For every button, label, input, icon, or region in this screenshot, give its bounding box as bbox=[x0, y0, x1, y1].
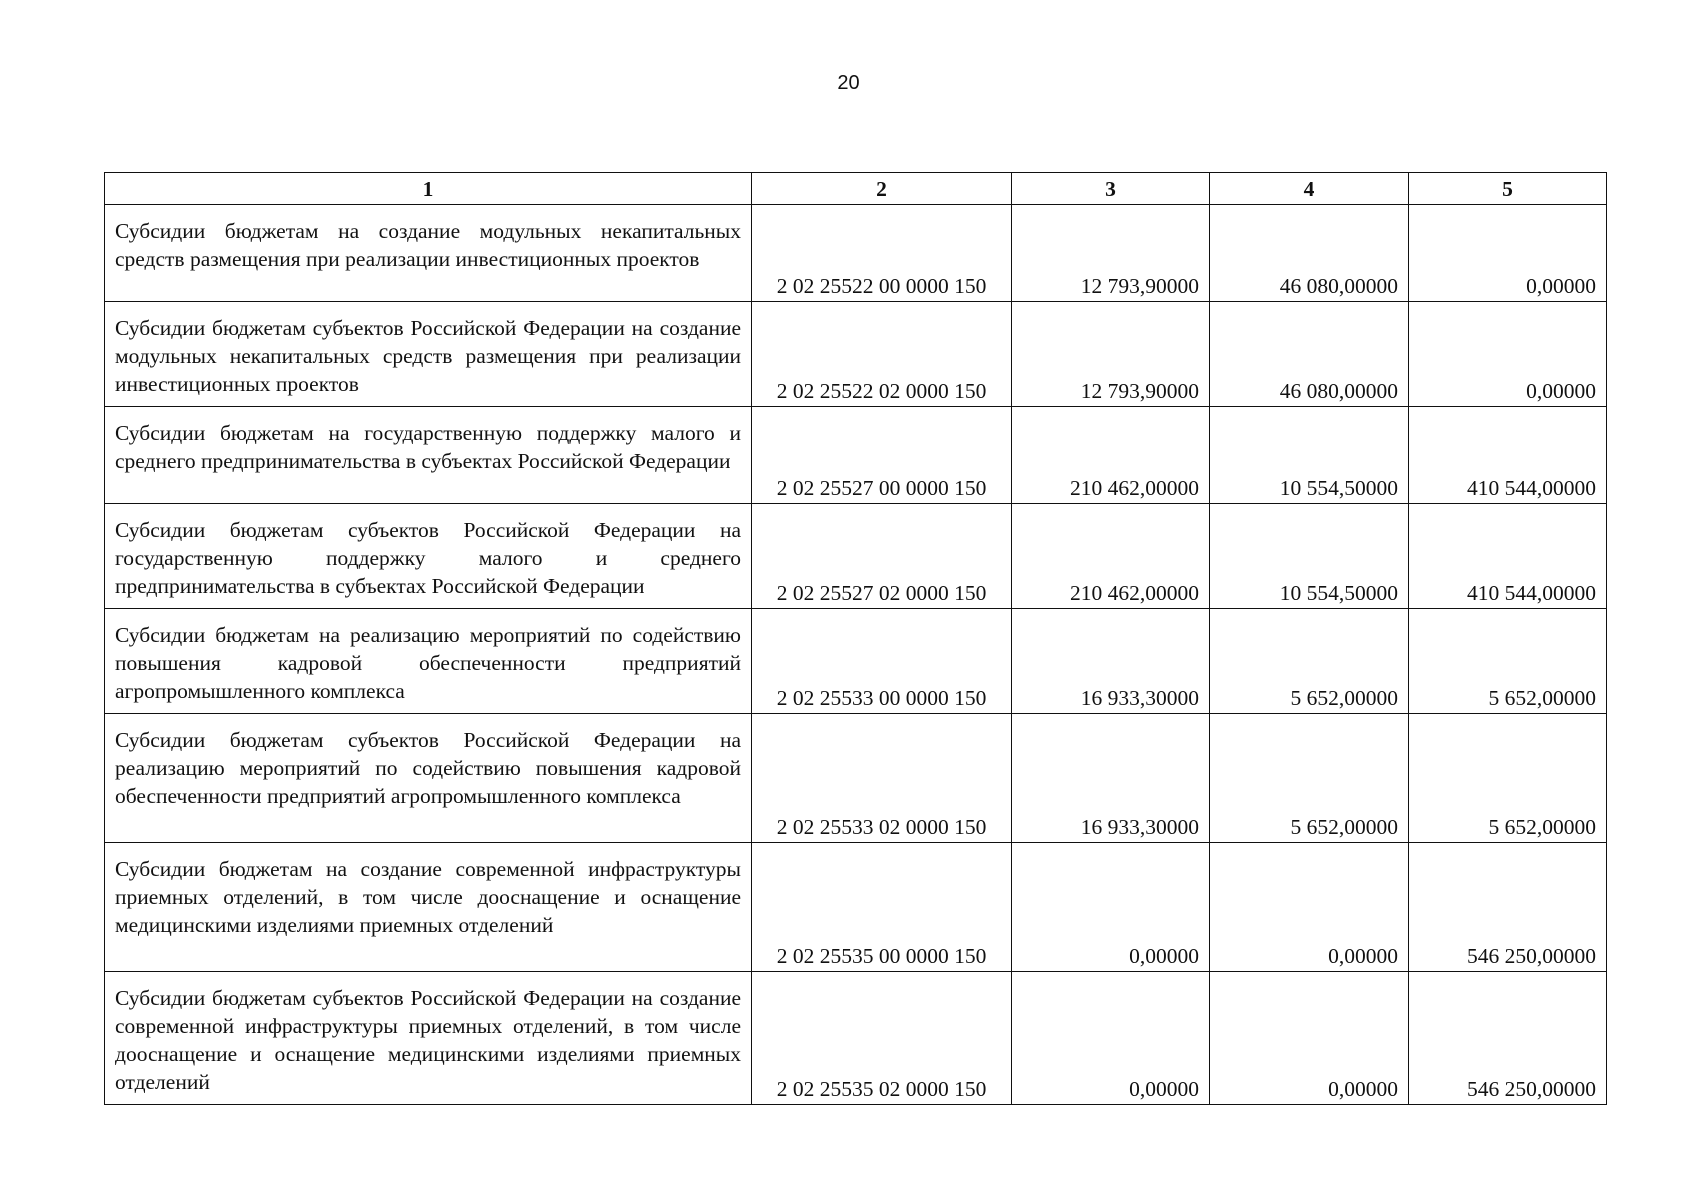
row-value-col5: 0,00000 bbox=[1409, 302, 1607, 407]
row-value-col5: 410 544,00000 bbox=[1409, 407, 1607, 504]
row-value-col4: 46 080,00000 bbox=[1210, 205, 1409, 302]
table-row bbox=[105, 714, 1607, 843]
row-description: Субсидии бюджетам субъектов Российской Федерации на реализацию мероприятий по содействию повышения кадровой обеспеченности предприятий агропромышленного комплекса bbox=[105, 714, 752, 843]
row-value-col3: 0,00000 bbox=[1012, 843, 1210, 972]
table-row bbox=[105, 205, 1607, 302]
table-row bbox=[105, 302, 1607, 407]
row-value-col3: 12 793,90000 bbox=[1012, 205, 1210, 302]
row-budget-code: 2 02 25527 00 0000 150 bbox=[752, 407, 1012, 504]
row-budget-code: 2 02 25535 02 0000 150 bbox=[752, 972, 1012, 1105]
row-value-col3: 210 462,00000 bbox=[1012, 407, 1210, 504]
row-value-col5: 546 250,00000 bbox=[1409, 972, 1607, 1105]
row-value-col5: 5 652,00000 bbox=[1409, 609, 1607, 714]
row-value-col3: 16 933,30000 bbox=[1012, 609, 1210, 714]
row-budget-code: 2 02 25533 00 0000 150 bbox=[752, 609, 1012, 714]
row-value-col3: 12 793,90000 bbox=[1012, 302, 1210, 407]
table-row bbox=[105, 843, 1607, 972]
table-row bbox=[105, 972, 1607, 1105]
row-description: Субсидии бюджетам на государственную поддержку малого и среднего предпринимательства в субъектах Российской Федерации bbox=[105, 407, 752, 504]
column-header-2: 2 bbox=[752, 173, 1012, 205]
row-value-col4: 0,00000 bbox=[1210, 972, 1409, 1105]
row-description: Субсидии бюджетам субъектов Российской Федерации на государственную поддержку малого и среднего предпринимательства в субъектах Российской Федерации bbox=[105, 504, 752, 609]
header-row bbox=[105, 173, 1607, 205]
row-value-col4: 10 554,50000 bbox=[1210, 407, 1409, 504]
row-description: Субсидии бюджетам субъектов Российской Федерации на создание модульных некапитальных средств размещения при реализации инвестиционных проектов bbox=[105, 302, 752, 407]
table-row bbox=[105, 407, 1607, 504]
row-value-col4: 10 554,50000 bbox=[1210, 504, 1409, 609]
row-description: Субсидии бюджетам на создание современной инфраструктуры приемных отделений, в том числе дооснащение и оснащение медицинскими изделиями приемных отделений bbox=[105, 843, 752, 972]
row-value-col5: 5 652,00000 bbox=[1409, 714, 1607, 843]
column-header-4: 4 bbox=[1210, 173, 1409, 205]
row-value-col4: 46 080,00000 bbox=[1210, 302, 1409, 407]
page-number: 20 bbox=[837, 72, 860, 94]
row-budget-code: 2 02 25522 02 0000 150 bbox=[752, 302, 1012, 407]
row-value-col4: 0,00000 bbox=[1210, 843, 1409, 972]
row-value-col4: 5 652,00000 bbox=[1210, 609, 1409, 714]
row-value-col5: 546 250,00000 bbox=[1409, 843, 1607, 972]
row-value-col4: 5 652,00000 bbox=[1210, 714, 1409, 843]
column-header-3: 3 bbox=[1012, 173, 1210, 205]
table-row bbox=[105, 504, 1607, 609]
row-budget-code: 2 02 25527 02 0000 150 bbox=[752, 504, 1012, 609]
table-row bbox=[105, 609, 1607, 714]
column-header-1: 1 bbox=[105, 173, 752, 205]
row-budget-code: 2 02 25533 02 0000 150 bbox=[752, 714, 1012, 843]
row-value-col3: 210 462,00000 bbox=[1012, 504, 1210, 609]
row-budget-code: 2 02 25535 00 0000 150 bbox=[752, 843, 1012, 972]
row-value-col3: 0,00000 bbox=[1012, 972, 1210, 1105]
row-description: Субсидии бюджетам субъектов Российской Федерации на создание современной инфраструктуры приемных отделений, в том числе дооснащение и оснащение медицинскими изделиями приемных отделений bbox=[105, 972, 752, 1105]
row-description: Субсидии бюджетам на реализацию мероприятий по содействию повышения кадровой обеспеченности предприятий агропромышленного комплекса bbox=[105, 609, 752, 714]
row-budget-code: 2 02 25522 00 0000 150 bbox=[752, 205, 1012, 302]
column-header-5: 5 bbox=[1409, 173, 1607, 205]
row-value-col5: 410 544,00000 bbox=[1409, 504, 1607, 609]
budget-table bbox=[104, 172, 1607, 1105]
row-value-col5: 0,00000 bbox=[1409, 205, 1607, 302]
row-description: Субсидии бюджетам на создание модульных некапитальных средств размещения при реализации инвестиционных проектов bbox=[105, 205, 752, 302]
row-value-col3: 16 933,30000 bbox=[1012, 714, 1210, 843]
